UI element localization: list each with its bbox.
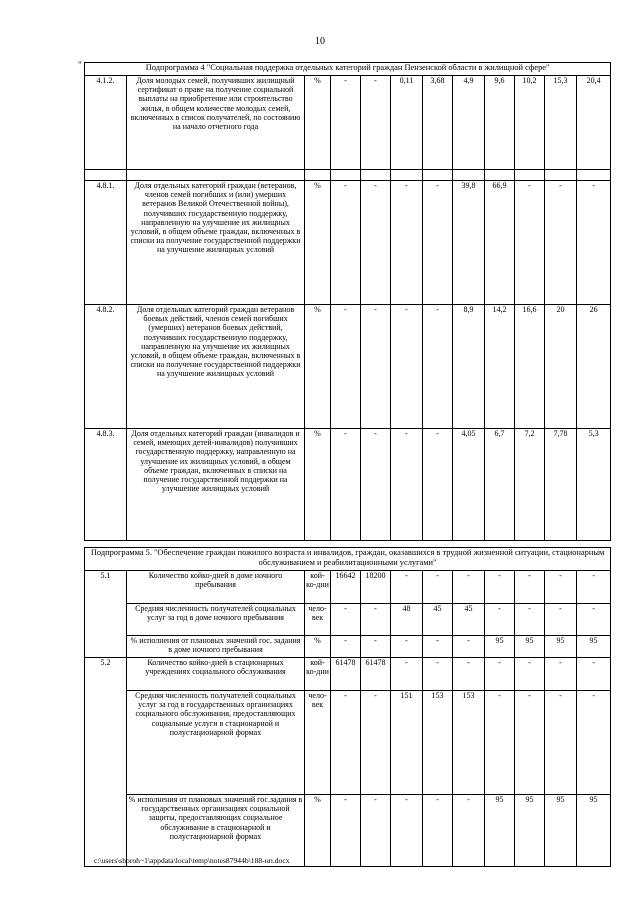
row-number: 5.2 xyxy=(85,658,127,867)
value-cell: 14,2 xyxy=(485,305,515,429)
value-cell: - xyxy=(545,691,577,795)
value-cell: 95 xyxy=(485,795,515,867)
value-cell: - xyxy=(485,571,515,604)
value-cell: 95 xyxy=(545,795,577,867)
value-cell: - xyxy=(361,636,391,658)
value-cell: 18200 xyxy=(361,571,391,604)
indicator-description: Количество койко-дней в стационарных учреждениях социального обслуживания xyxy=(127,658,305,691)
table-row xyxy=(85,691,611,795)
value-cell: - xyxy=(423,181,453,305)
table-row xyxy=(85,429,611,541)
page-number: 10 xyxy=(315,36,325,47)
value-cell: 0,11 xyxy=(391,76,423,170)
subprogram-4-header: Подпрограмма 4 "Социальная поддержка отдельных категорий граждан Пензенской области в жилищной сфере" xyxy=(85,63,611,76)
subprogram-5-table xyxy=(84,547,611,867)
value-cell: 39,8 xyxy=(453,181,485,305)
value-cell: - xyxy=(485,691,515,795)
value-cell: 95 xyxy=(485,636,515,658)
unit-cell: % xyxy=(305,181,331,305)
value-cell: - xyxy=(515,571,545,604)
row-number: 4.1.2. xyxy=(85,76,127,170)
value-cell: - xyxy=(545,571,577,604)
indicator-description: % исполнения от плановых значений гос.задания в государственных организациях социальной защиты, предоставляющих социальное обслуживание в стационарной и полустационарной формах xyxy=(127,795,305,867)
value-cell: - xyxy=(515,181,545,305)
value-cell: 66,9 xyxy=(485,181,515,305)
value-cell: - xyxy=(423,636,453,658)
value-cell: - xyxy=(515,604,545,636)
value-cell: 45 xyxy=(453,604,485,636)
indicator-description: % исполнения от плановых значений гос. задания в доме ночного пребывания xyxy=(127,636,305,658)
value-cell: 5,3 xyxy=(577,429,611,541)
value-cell: - xyxy=(545,181,577,305)
value-cell: - xyxy=(453,636,485,658)
value-cell: 95 xyxy=(577,795,611,867)
value-cell: - xyxy=(331,604,361,636)
value-cell: - xyxy=(391,429,423,541)
spacer-row xyxy=(85,170,611,181)
value-cell: - xyxy=(485,658,515,691)
value-cell: 61478 xyxy=(331,658,361,691)
value-cell: 20,4 xyxy=(577,76,611,170)
value-cell: - xyxy=(391,795,423,867)
value-cell: - xyxy=(391,636,423,658)
value-cell: - xyxy=(331,795,361,867)
value-cell: - xyxy=(577,571,611,604)
value-cell: - xyxy=(515,691,545,795)
unit-cell: кой-ко-дни xyxy=(305,571,331,604)
table-row xyxy=(85,604,611,636)
indicator-description: Доля отдельных категорий граждан (ветеранов, членов семей погибших и (или) умерших ветеранов Великой Отечественной войны), получивших государственную поддержку, направленную на улучшение их жилищных условий, в общем объеме граждан, включенных в списки на получение государственной поддержки на улучшение жилищных условий xyxy=(127,181,305,305)
value-cell: - xyxy=(391,571,423,604)
value-cell: 8,9 xyxy=(453,305,485,429)
value-cell: 4,9 xyxy=(453,76,485,170)
value-cell: - xyxy=(577,181,611,305)
unit-cell: % xyxy=(305,305,331,429)
value-cell: 3,68 xyxy=(423,76,453,170)
unit-cell: чело-век xyxy=(305,604,331,636)
unit-cell: чело-век xyxy=(305,691,331,795)
unit-cell: % xyxy=(305,429,331,541)
value-cell: - xyxy=(577,691,611,795)
value-cell: 7,2 xyxy=(515,429,545,541)
value-cell: 95 xyxy=(545,636,577,658)
value-cell: - xyxy=(423,305,453,429)
value-cell: 16642 xyxy=(331,571,361,604)
value-cell: - xyxy=(361,795,391,867)
value-cell: - xyxy=(453,658,485,691)
value-cell: - xyxy=(423,658,453,691)
indicator-description: Средняя численность получателей социальных услуг за год в государственных организациях социального обслуживания, предоставляющих социальные услуги в стационарной и полустационарной формах xyxy=(127,691,305,795)
value-cell: 10,2 xyxy=(515,76,545,170)
file-path-footer: c:\users\shoroh~1\appdata\local\temp\notes87944b\188-нп.docx xyxy=(94,856,290,865)
table-row xyxy=(85,181,611,305)
value-cell: - xyxy=(391,658,423,691)
value-cell: - xyxy=(361,429,391,541)
value-cell: - xyxy=(545,658,577,691)
indicator-description: Доля отдельных категорий граждан (инвалидов и семей, имеющих детей-инвалидов) получивших государственную поддержку, направленную на улучшение их жилищных условий, в общем объеме граждан, включенных в списки на получение государственной поддержки на улучшение жилищных условий xyxy=(127,429,305,541)
table-row xyxy=(85,636,611,658)
value-cell: - xyxy=(423,795,453,867)
value-cell: - xyxy=(453,571,485,604)
indicator-description: Доля молодых семей, получивших жилищный сертификат о праве на получение социальной выплаты на приобретение или строительство жилья, в общем количестве молодых семей, включенных в список получателей, по состоянию на начало отчетного года xyxy=(127,76,305,170)
value-cell: - xyxy=(331,181,361,305)
table-row xyxy=(85,305,611,429)
subprogram-4-table xyxy=(84,62,611,541)
value-cell: - xyxy=(515,658,545,691)
value-cell: - xyxy=(485,604,515,636)
value-cell: - xyxy=(361,691,391,795)
subprogram-5-header: Подпрограмма 5. "Обеспечение граждан пожилого возраста и инвалидов, граждан, оказавшихся в трудной жизненной ситуации, стационарным обслуживанием и реабилитационными услугами" xyxy=(85,548,611,571)
opening-quote: " xyxy=(78,60,82,70)
value-cell: 7,78 xyxy=(545,429,577,541)
value-cell: - xyxy=(331,305,361,429)
value-cell: 26 xyxy=(577,305,611,429)
unit-cell: % xyxy=(305,76,331,170)
value-cell: - xyxy=(577,604,611,636)
row-number: 4.8.3. xyxy=(85,429,127,541)
value-cell: 6,7 xyxy=(485,429,515,541)
indicator-description: Средняя численность получателей социальных услуг за год в доме ночного пребывания xyxy=(127,604,305,636)
table-row xyxy=(85,658,611,691)
value-cell: - xyxy=(391,305,423,429)
row-number: 4.8.1. xyxy=(85,181,127,305)
value-cell: 151 xyxy=(391,691,423,795)
value-cell: - xyxy=(391,181,423,305)
value-cell: 153 xyxy=(423,691,453,795)
row-number: 4.8.2. xyxy=(85,305,127,429)
value-cell: 95 xyxy=(577,636,611,658)
value-cell: - xyxy=(331,691,361,795)
indicator-description: Количество койко-дней в доме ночного пребывания xyxy=(127,571,305,604)
value-cell: 45 xyxy=(423,604,453,636)
value-cell: - xyxy=(331,429,361,541)
value-cell: - xyxy=(331,636,361,658)
indicator-description: Доля отдельных категорий граждан ветеранов боевых действий, членов семей погибших (умерших) ветеранов боевых действий, получивших государственную поддержку, направленную на улучшение их жилищных условий, в общем объеме граждан, включенных в списки на получение государственной поддержки на улучшение жилищных условий xyxy=(127,305,305,429)
unit-cell: % xyxy=(305,636,331,658)
table-row xyxy=(85,571,611,604)
unit-cell: % xyxy=(305,795,331,867)
value-cell: 61478 xyxy=(361,658,391,691)
value-cell: - xyxy=(453,795,485,867)
value-cell: 9,6 xyxy=(485,76,515,170)
value-cell: 20 xyxy=(545,305,577,429)
value-cell: 15,3 xyxy=(545,76,577,170)
value-cell: 95 xyxy=(515,636,545,658)
table-row xyxy=(85,76,611,170)
value-cell: - xyxy=(423,571,453,604)
unit-cell: кой-ко-дни xyxy=(305,658,331,691)
value-cell: - xyxy=(423,429,453,541)
value-cell: 16,6 xyxy=(515,305,545,429)
value-cell: - xyxy=(361,604,391,636)
value-cell: - xyxy=(545,604,577,636)
value-cell: 4,05 xyxy=(453,429,485,541)
value-cell: - xyxy=(361,305,391,429)
value-cell: 48 xyxy=(391,604,423,636)
value-cell: - xyxy=(361,181,391,305)
row-number: 5.1 xyxy=(85,571,127,658)
value-cell: - xyxy=(361,76,391,170)
value-cell: - xyxy=(577,658,611,691)
value-cell: 153 xyxy=(453,691,485,795)
value-cell: 95 xyxy=(515,795,545,867)
value-cell: - xyxy=(331,76,361,170)
